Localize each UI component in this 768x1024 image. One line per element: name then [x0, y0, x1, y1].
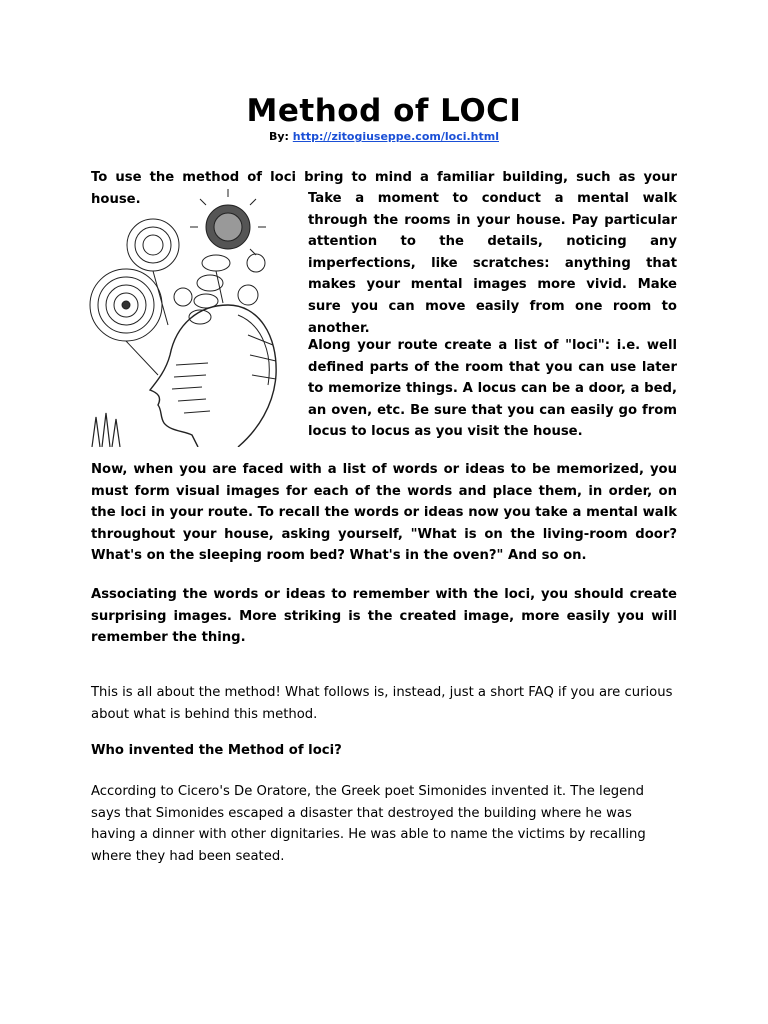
intro-paragraph-rest: Take a moment to conduct a mental walk through the rooms in your house. Pay particular attention to the details, noticing any imperfections, like scratches: anything that makes your mental images more vivid. Make sure you can move easily from one room to another. — [308, 191, 677, 336]
byline-label: By: — [268, 130, 289, 143]
intro-first-line: To use the method of loci bring to mind a familiar building, such as your house. — [91, 170, 677, 207]
associating-paragraph: Associating the words or ideas to remember with the loci, you should create surprising images. More striking is the created image, more easily you will remember the thing. — [91, 587, 677, 646]
source-link[interactable]: http://zitogiuseppe.com/loci.html — [292, 130, 499, 143]
byline — [0, 130, 768, 144]
route-paragraph: Along your route create a list of "loci": i.e. well defined parts of the room that you can use later to memorize things. A locus can be a door, a bed, an oven, etc. Be sure that you can easily go from locus to locus as you visit the house. — [308, 338, 677, 440]
recall-paragraph: Now, when you are faced with a list of words or ideas to be memorized, you must form visual images for each of the words and place them, in order, on the loci in your route. To recall the words or ideas now you take a mental walk throughout your house, asking yourself, "What is on the living-room door? What's on the sleeping room bed? What's in the oven?" And so on. — [91, 462, 677, 564]
document-title: Method of LOCI — [246, 93, 522, 129]
head-engraving-svg — [88, 185, 288, 447]
faq-intro-paragraph: This is all about the method! What follows is, instead, just a short FAQ if you are curious about what is behind this method. — [91, 685, 673, 722]
faq-answer-paragraph: According to Cicero's De Oratore, the Greek poet Simonides invented it. The legend says that Simonides escaped a disaster that destroyed the building where he was having a dinner with other dignitaries. He was able to name the victims by recalling where they had been seated. — [91, 784, 646, 864]
head-engraving-image — [88, 185, 288, 447]
faq-question: Who invented the Method of loci? — [91, 743, 342, 758]
